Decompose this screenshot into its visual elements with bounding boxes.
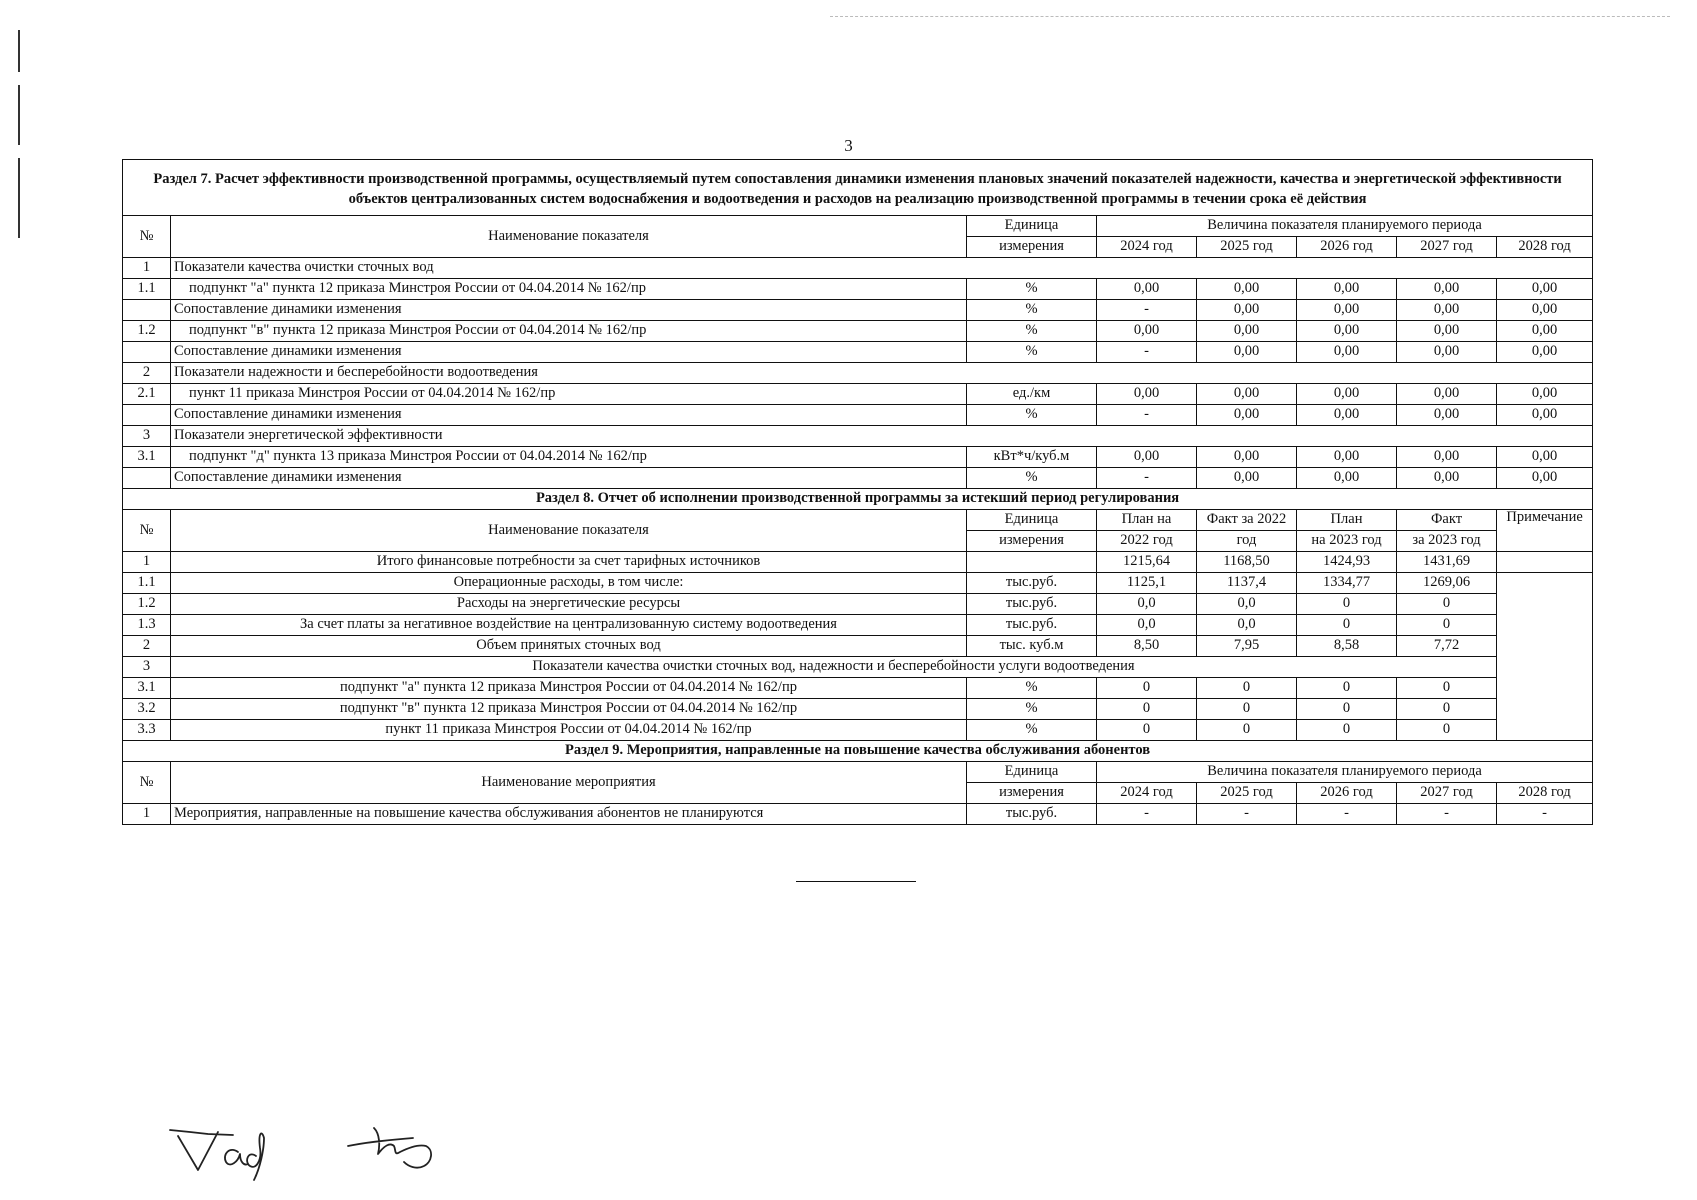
- col-header-name: Наименование показателя: [171, 510, 967, 552]
- value-cell: 0: [1397, 678, 1497, 699]
- table-row: [123, 552, 1593, 573]
- value-cell: 0,00: [1297, 300, 1397, 321]
- indicator-name: Итого финансовые потребности за счет тарифных источников: [171, 552, 967, 573]
- unit-cell: тыс.руб.: [967, 594, 1097, 615]
- value-cell: 0,00: [1297, 468, 1397, 489]
- activity-name: Мероприятия, направленные на повышение качества обслуживания абонентов не планируются: [171, 804, 967, 825]
- value-cell: 0: [1397, 594, 1497, 615]
- value-cell: -: [1097, 468, 1197, 489]
- col-header-unit: Единица: [967, 762, 1097, 783]
- value-cell: 1424,93: [1297, 552, 1397, 573]
- value-cell: 0,00: [1097, 279, 1197, 300]
- value-cell: -: [1097, 342, 1197, 363]
- unit-cell: %: [967, 699, 1097, 720]
- unit-cell: %: [967, 720, 1097, 741]
- value-cell: 0: [1297, 594, 1397, 615]
- value-cell: 0,00: [1197, 447, 1297, 468]
- row-number: [123, 468, 171, 489]
- value-cell: 1137,4: [1197, 573, 1297, 594]
- value-cell: 0,00: [1197, 468, 1297, 489]
- indicator-name: пункт 11 приказа Минстроя России от 04.04.2014 № 162/пр: [171, 384, 967, 405]
- value-cell: 0,00: [1197, 300, 1297, 321]
- row-number: 2: [123, 363, 171, 384]
- col-header-year: 2026 год: [1297, 237, 1397, 258]
- value-cell: 1334,77: [1297, 573, 1397, 594]
- col-header-period: год: [1197, 531, 1297, 552]
- indicator-name: Сопоставление динамики изменения: [171, 468, 967, 489]
- value-cell: 1269,06: [1397, 573, 1497, 594]
- group-heading: Показатели энергетической эффективности: [171, 426, 1593, 447]
- unit-cell: %: [967, 405, 1097, 426]
- value-cell: 0: [1197, 678, 1297, 699]
- value-cell: 0: [1197, 720, 1297, 741]
- indicator-name: За счет платы за негативное воздействие на централизованную систему водоотведения: [171, 615, 967, 636]
- row-number: 1: [123, 258, 171, 279]
- table-row: [123, 615, 1593, 636]
- value-cell: 0,00: [1097, 384, 1197, 405]
- col-header-year: 2024 год: [1097, 237, 1197, 258]
- value-cell: -: [1097, 300, 1197, 321]
- col-header-unit: Единица: [967, 216, 1097, 237]
- value-cell: 0,00: [1397, 279, 1497, 300]
- value-cell: 0,0: [1197, 615, 1297, 636]
- value-cell: 0,00: [1397, 468, 1497, 489]
- value-cell: 0,00: [1297, 447, 1397, 468]
- unit-cell: [967, 552, 1097, 573]
- value-cell: 0,00: [1297, 321, 1397, 342]
- value-cell: 7,95: [1197, 636, 1297, 657]
- row-number: [123, 405, 171, 426]
- value-cell: 0: [1297, 699, 1397, 720]
- value-cell: 1125,1: [1097, 573, 1197, 594]
- row-number: 3.1: [123, 678, 171, 699]
- col-header-year: 2027 год: [1397, 237, 1497, 258]
- row-number: 1.3: [123, 615, 171, 636]
- unit-cell: тыс.руб.: [967, 804, 1097, 825]
- value-cell: 0,00: [1397, 447, 1497, 468]
- value-cell: 0,00: [1497, 447, 1593, 468]
- col-header-period: Факт за 2022: [1197, 510, 1297, 531]
- col-header-name: Наименование мероприятия: [171, 762, 967, 804]
- indicator-name: пункт 11 приказа Минстроя России от 04.04.2014 № 162/пр: [171, 720, 967, 741]
- indicator-name: подпункт "в" пункта 12 приказа Минстроя России от 04.04.2014 № 162/пр: [171, 699, 967, 720]
- col-header-period: Величина показателя планируемого периода: [1097, 762, 1593, 783]
- col-header-period: План: [1297, 510, 1397, 531]
- value-cell: 0,00: [1497, 468, 1593, 489]
- value-cell: 0,00: [1497, 279, 1593, 300]
- col-header-number: №: [123, 510, 171, 552]
- value-cell: 0,00: [1497, 300, 1593, 321]
- value-cell: 0,00: [1097, 321, 1197, 342]
- group-heading: Показатели надежности и бесперебойности водоотведения: [171, 363, 1593, 384]
- unit-cell: %: [967, 342, 1097, 363]
- unit-cell: тыс.руб.: [967, 573, 1097, 594]
- row-number: 1.1: [123, 279, 171, 300]
- row-number: 1: [123, 552, 171, 573]
- table-row: [123, 447, 1593, 468]
- scan-noise-line: [830, 16, 1670, 17]
- value-cell: 0,00: [1497, 405, 1593, 426]
- table-row: [123, 594, 1593, 615]
- value-cell: 0,0: [1197, 594, 1297, 615]
- group-heading: Показатели качества очистки сточных вод: [171, 258, 1593, 279]
- row-number: 3.3: [123, 720, 171, 741]
- row-number: 1: [123, 804, 171, 825]
- section8-title: Раздел 8. Отчет об исполнении производственной программы за истекший период регулирования: [123, 489, 1593, 510]
- value-cell: 0,00: [1197, 321, 1297, 342]
- value-cell: 0,00: [1397, 405, 1497, 426]
- col-header-period: План на: [1097, 510, 1197, 531]
- col-header-period: Факт: [1397, 510, 1497, 531]
- indicator-name: подпункт "в" пункта 12 приказа Минстроя России от 04.04.2014 № 162/пр: [171, 321, 967, 342]
- value-cell: 8,58: [1297, 636, 1397, 657]
- section9-title: Раздел 9. Мероприятия, направленные на повышение качества обслуживания абонентов: [123, 741, 1593, 762]
- value-cell: 0: [1297, 678, 1397, 699]
- value-cell: 0,0: [1097, 594, 1197, 615]
- table-row: [123, 300, 1593, 321]
- unit-cell: кВт*ч/куб.м: [967, 447, 1097, 468]
- value-cell: 1215,64: [1097, 552, 1197, 573]
- row-number: 1.2: [123, 321, 171, 342]
- col-header-period: на 2023 год: [1297, 531, 1397, 552]
- value-cell: -: [1497, 804, 1593, 825]
- value-cell: -: [1297, 804, 1397, 825]
- indicator-name: Сопоставление динамики изменения: [171, 342, 967, 363]
- table-row: [123, 699, 1593, 720]
- unit-cell: %: [967, 300, 1097, 321]
- value-cell: -: [1397, 804, 1497, 825]
- indicator-name: подпункт "а" пункта 12 приказа Минстроя России от 04.04.2014 № 162/пр: [171, 678, 967, 699]
- indicator-name: подпункт "а" пункта 12 приказа Минстроя России от 04.04.2014 № 162/пр: [171, 279, 967, 300]
- value-cell: 0,00: [1397, 342, 1497, 363]
- table-row: [123, 363, 1593, 384]
- table-row: [123, 321, 1593, 342]
- value-cell: 0,00: [1497, 321, 1593, 342]
- value-cell: 0,00: [1197, 279, 1297, 300]
- value-cell: 0,00: [1497, 384, 1593, 405]
- col-header-year: 2028 год: [1497, 783, 1593, 804]
- value-cell: 0: [1397, 615, 1497, 636]
- value-cell: 1168,50: [1197, 552, 1297, 573]
- indicator-name: Объем принятых сточных вод: [171, 636, 967, 657]
- col-header-name: Наименование показателя: [171, 216, 967, 258]
- value-cell: 0: [1397, 699, 1497, 720]
- col-header-year: 2024 год: [1097, 783, 1197, 804]
- value-cell: 0,00: [1197, 384, 1297, 405]
- value-cell: 0: [1097, 678, 1197, 699]
- col-header-unit: измерения: [967, 237, 1097, 258]
- page-number: 3: [844, 136, 853, 155]
- value-cell: 0: [1297, 615, 1397, 636]
- value-cell: 1431,69: [1397, 552, 1497, 573]
- value-cell: 0,00: [1297, 342, 1397, 363]
- value-cell: 0,00: [1497, 342, 1593, 363]
- row-number: 2.1: [123, 384, 171, 405]
- value-cell: 0,00: [1297, 405, 1397, 426]
- unit-cell: ед./км: [967, 384, 1097, 405]
- section7-title: Раздел 7. Расчет эффективности производственной программы, осуществляемый путем сопоставления динамики изменения плановых значений показателей надежности, качества и энергетической эффективности объектов централизованных систем водоснабжения и водоотведения и расходов на реализацию производственной программы в течении срока её действия: [123, 160, 1593, 216]
- indicator-name: подпункт "д" пункта 13 приказа Минстроя России от 04.04.2014 № 162/пр: [171, 447, 967, 468]
- indicator-name: Операционные расходы, в том числе:: [171, 573, 967, 594]
- col-header-unit: Единица: [967, 510, 1097, 531]
- table-row: [123, 636, 1593, 657]
- table-row: [123, 258, 1593, 279]
- value-cell: 0: [1097, 699, 1197, 720]
- unit-cell: тыс.руб.: [967, 615, 1097, 636]
- handwritten-signature: [168, 1110, 468, 1190]
- table-row: [123, 426, 1593, 447]
- value-cell: 0,00: [1097, 447, 1197, 468]
- table-row: [123, 678, 1593, 699]
- value-cell: -: [1097, 804, 1197, 825]
- col-header-unit: измерения: [967, 783, 1097, 804]
- value-cell: -: [1097, 405, 1197, 426]
- col-header-year: 2028 год: [1497, 237, 1593, 258]
- table-row: [123, 279, 1593, 300]
- row-number: [123, 342, 171, 363]
- row-number: 1.2: [123, 594, 171, 615]
- value-cell: 8,50: [1097, 636, 1197, 657]
- value-cell: 0,0: [1097, 615, 1197, 636]
- report-table: [122, 159, 1593, 825]
- unit-cell: тыс. куб.м: [967, 636, 1097, 657]
- row-number: [123, 300, 171, 321]
- table-row: [123, 657, 1593, 678]
- value-cell: 0,00: [1297, 279, 1397, 300]
- group-heading: Показатели качества очистки сточных вод, надежности и бесперебойности услуги водоотведения: [171, 657, 1497, 678]
- table-row: [123, 720, 1593, 741]
- col-header-period: за 2023 год: [1397, 531, 1497, 552]
- note-cell: [1497, 573, 1593, 741]
- unit-cell: %: [967, 279, 1097, 300]
- indicator-name: Сопоставление динамики изменения: [171, 300, 967, 321]
- value-cell: 0: [1097, 720, 1197, 741]
- row-number: 3: [123, 426, 171, 447]
- value-cell: 0,00: [1397, 384, 1497, 405]
- value-cell: 0: [1297, 720, 1397, 741]
- note-cell: [1497, 552, 1593, 573]
- indicator-name: Сопоставление динамики изменения: [171, 405, 967, 426]
- col-header-number: №: [123, 216, 171, 258]
- row-number: 3.1: [123, 447, 171, 468]
- row-number: 3: [123, 657, 171, 678]
- closing-separator-line: [796, 881, 916, 882]
- table-row: [123, 384, 1593, 405]
- value-cell: 0,00: [1197, 405, 1297, 426]
- col-header-number: №: [123, 762, 171, 804]
- value-cell: 0,00: [1297, 384, 1397, 405]
- table-row: [123, 573, 1593, 594]
- unit-cell: %: [967, 321, 1097, 342]
- row-number: 2: [123, 636, 171, 657]
- col-header-note: Примечание: [1497, 510, 1593, 552]
- col-header-period: Величина показателя планируемого периода: [1097, 216, 1593, 237]
- unit-cell: %: [967, 678, 1097, 699]
- value-cell: 7,72: [1397, 636, 1497, 657]
- value-cell: 0,00: [1397, 300, 1497, 321]
- table-row: [123, 804, 1593, 825]
- col-header-year: 2026 год: [1297, 783, 1397, 804]
- col-header-year: 2025 год: [1197, 783, 1297, 804]
- col-header-year: 2025 год: [1197, 237, 1297, 258]
- value-cell: -: [1197, 804, 1297, 825]
- indicator-name: Расходы на энергетические ресурсы: [171, 594, 967, 615]
- col-header-period: 2022 год: [1097, 531, 1197, 552]
- table-row: [123, 342, 1593, 363]
- row-number: 1.1: [123, 573, 171, 594]
- table-row: [123, 405, 1593, 426]
- col-header-unit: измерения: [967, 531, 1097, 552]
- value-cell: 0,00: [1197, 342, 1297, 363]
- value-cell: 0: [1197, 699, 1297, 720]
- value-cell: 0,00: [1397, 321, 1497, 342]
- col-header-year: 2027 год: [1397, 783, 1497, 804]
- unit-cell: %: [967, 468, 1097, 489]
- value-cell: 0: [1397, 720, 1497, 741]
- table-row: [123, 468, 1593, 489]
- row-number: 3.2: [123, 699, 171, 720]
